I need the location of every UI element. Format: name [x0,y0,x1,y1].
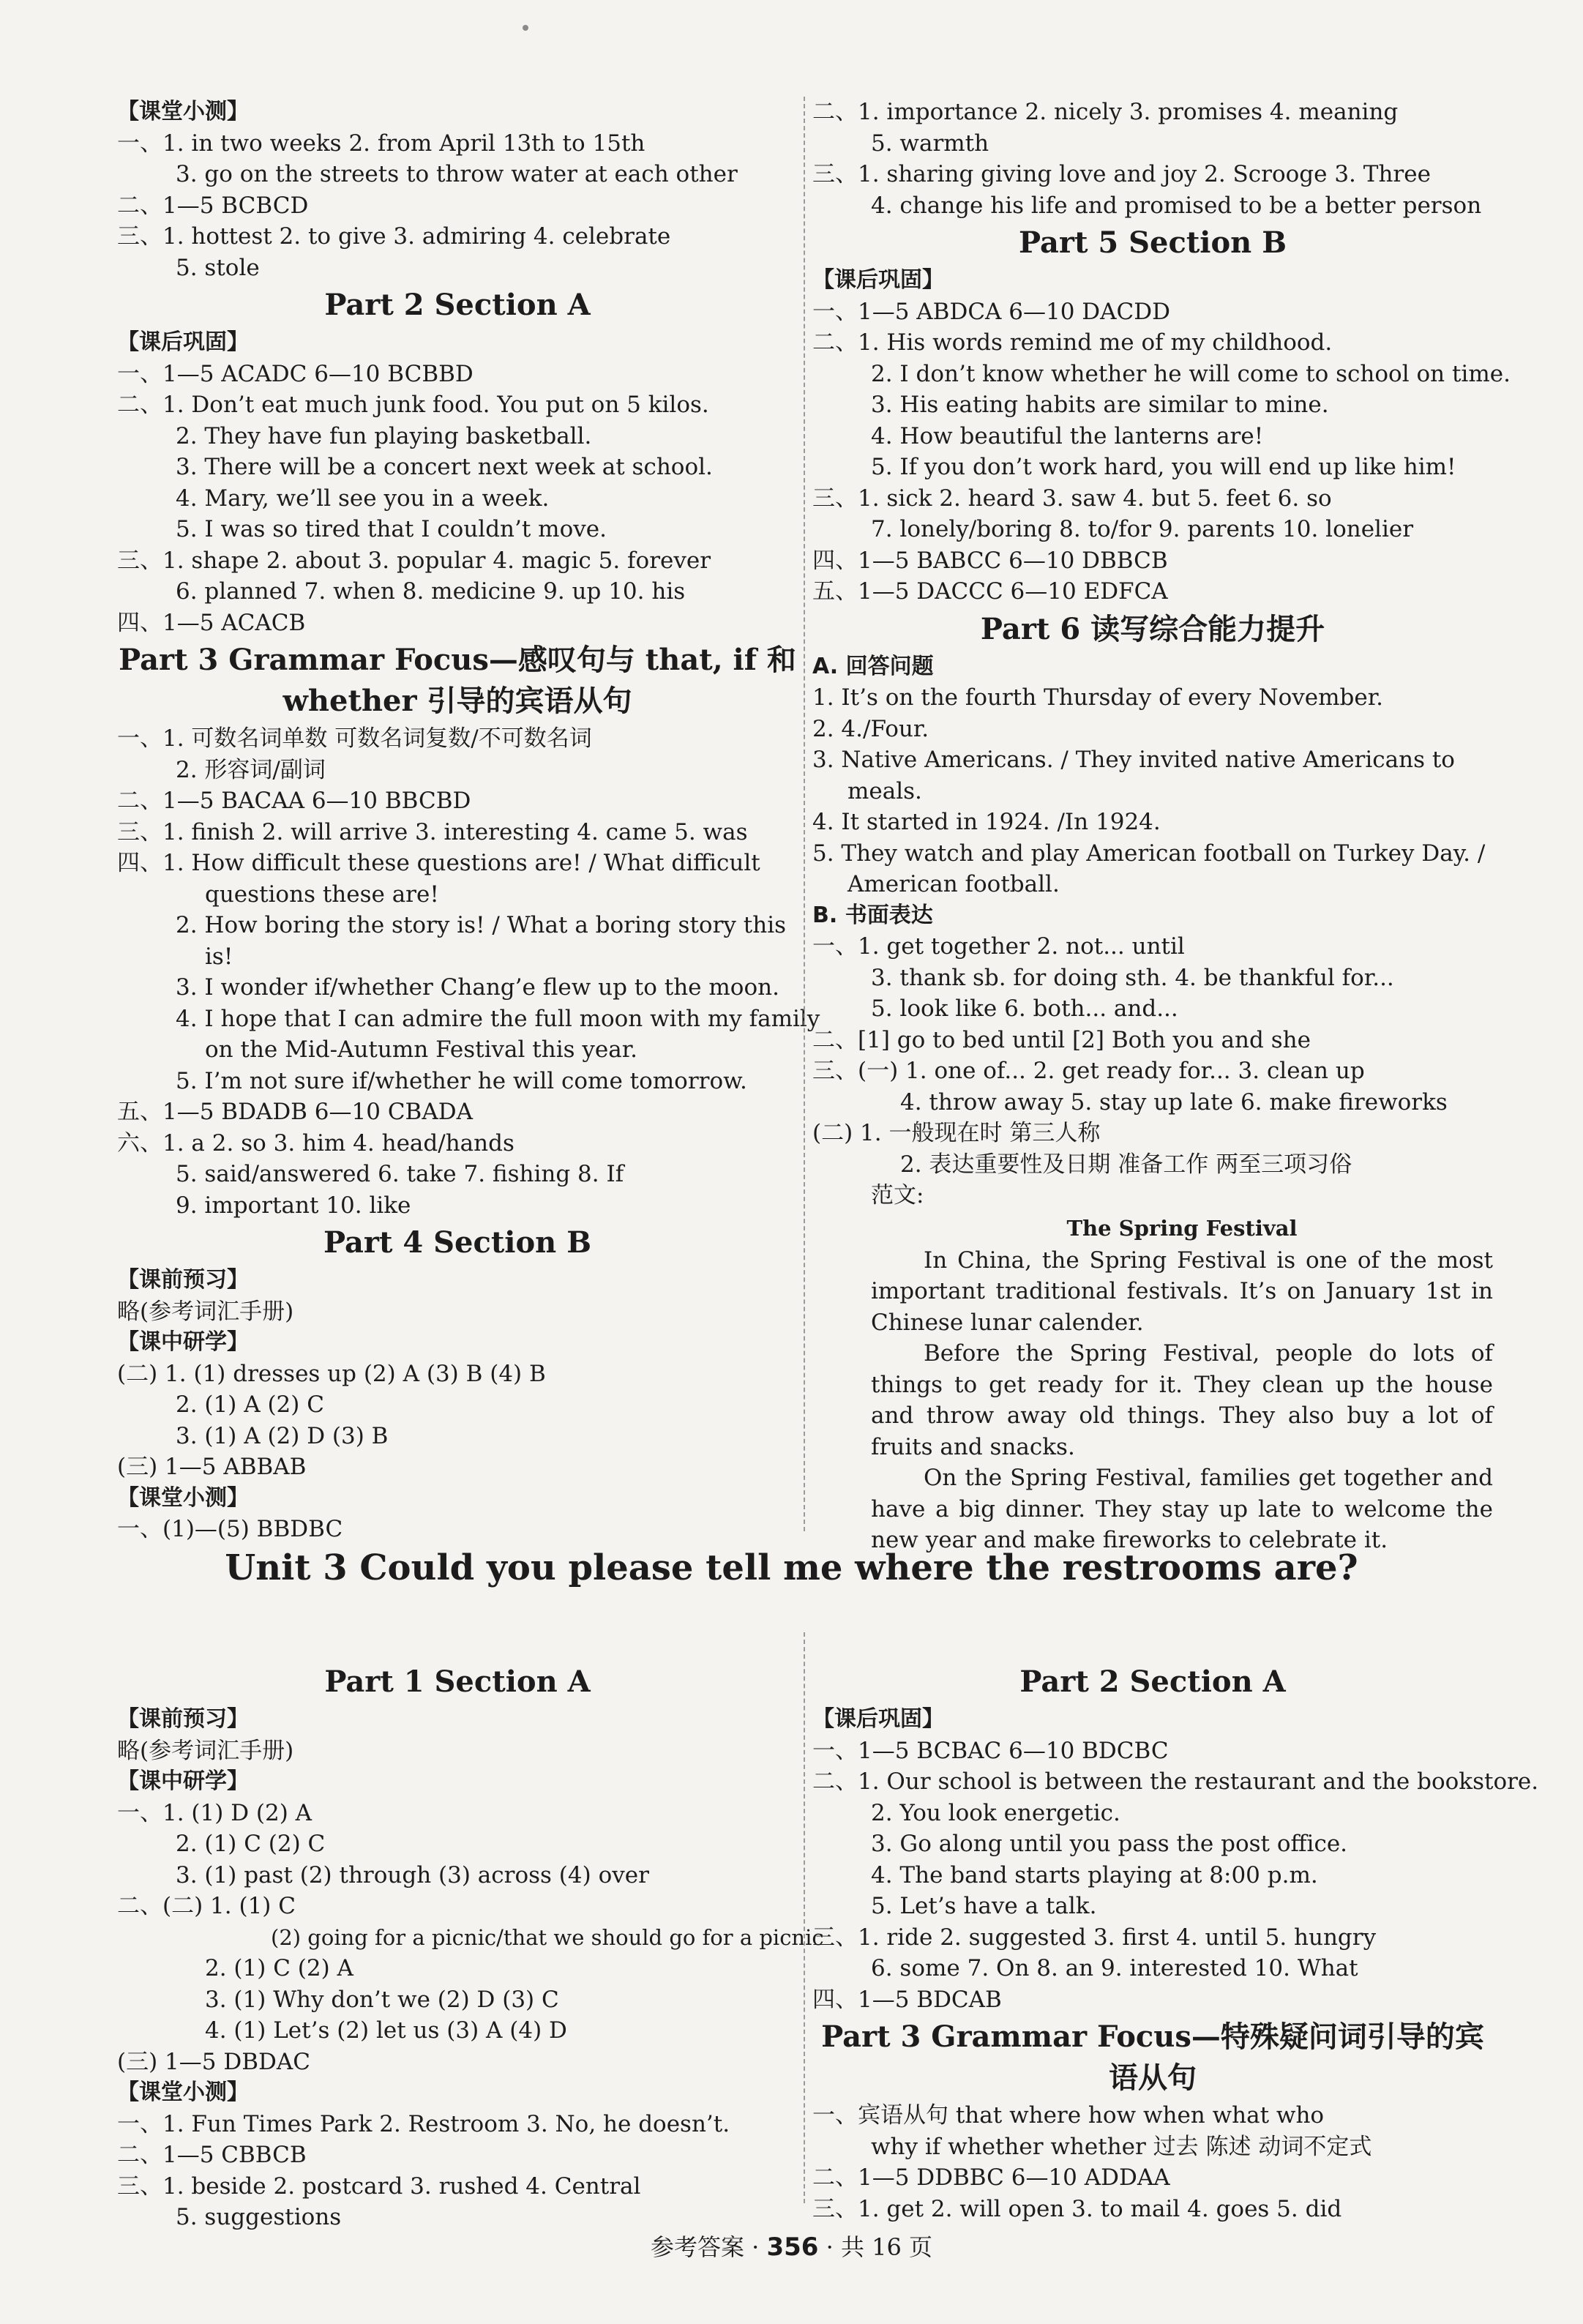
answer-line: (三) 1—5 DBDAC [117,2048,310,2075]
answer-line: 2. I don’t know whether he will come to school on time. [871,360,1511,387]
answer-line: 二、1—5 CBBCB [117,2142,307,2168]
answer-line: 2. (1) C (2) A [205,1955,353,1981]
answer-line: 一、1. get together 2. not... until [812,933,1185,960]
answer-line: 范文: [871,1182,924,1208]
section-tag: 【课堂小测】 [117,2080,249,2105]
answer-line: 三、1. hottest 2. to give 3. admiring 4. celebrate [117,223,671,250]
answer-line: 5. I’m not sure if/whether he will come tomorrow. [176,1067,747,1094]
left-column-top [117,97,820,1545]
answer-line: 一、1—5 BCBAC 6—10 BDCBC [812,1737,1169,1764]
answer-line: 4. throw away 5. stay up late 6. make fireworks [900,1088,1448,1116]
answer-line: 二、1. importance 2. nicely 3. promises 4. meaning [812,99,1399,125]
answer-line: 三、1. sick 2. heard 3. saw 4. but 5. feet 6. so [812,485,1332,512]
answer-line: 3. go on the streets to throw water at each other [176,161,738,187]
answer-line: 三、1. ride 2. suggested 3. first 4. until 5. hungry [812,1924,1377,1951]
answer-line: 3. I wonder if/whether Chang’e flew up to the moon. [176,974,779,1001]
answer-line: 3. (1) Why don’t we (2) D (3) C [205,1986,559,2013]
column-divider-top [804,97,805,1531]
subsection-heading: B. 书面表达 [812,902,933,928]
section-tag: 【课前预习】 [117,1267,249,1293]
answer-line: 3. Go along until you pass the post office. [871,1831,1348,1857]
answer-line: 4. How beautiful the lanterns are! [871,422,1264,449]
answer-line: meals. [847,777,922,804]
essay-paragraph-1: In China, the Spring Festival is one of the most important traditional festivals. It’s on January 1st in Chinese lunar calender. [871,1247,1493,1336]
footer-total: · 共 16 页 [826,2233,933,2261]
answer-line: 四、1. How difficult these questions are! / What difficult [117,850,760,876]
answer-line: 4. change his life and promised to be a better person [871,192,1482,219]
subsection-heading: A. 回答问题 [812,653,934,679]
answer-line: 2. 表达重要性及日期 准备工作 两至三项习俗 [900,1151,1352,1178]
part-heading: Part 3 Grammar Focus—特殊疑问词引导的宾语从句 [821,2020,1484,2095]
page-number: 356 [766,2233,819,2262]
essay-title: The Spring Festival [1066,1215,1298,1241]
answer-line: (二) 1. (1) dresses up (2) A (3) B (4) B [117,1360,546,1387]
answer-line: 五、1—5 BDADB 6—10 CBADA [117,1099,473,1125]
answer-line: 3. His eating habits are similar to mine. [871,392,1329,418]
section-tag: 【课中研学】 [117,1768,249,1794]
answer-line: 三、1. beside 2. postcard 3. rushed 4. Central [117,2172,641,2200]
answer-line: 二、1. Our school is between the restaurant and the bookstore. [812,1768,1539,1795]
answer-line: 9. important 10. like [176,1192,411,1219]
answer-line: 二、(二) 1. (1) C [117,1893,296,1919]
answer-line: 4. It started in 1924. /In 1924. [812,809,1161,835]
answer-line: 2. You look energetic. [871,1799,1120,1826]
answer-line: 一、宾语从句 that where how when what who [812,2102,1325,2129]
answer-line: 二、1—5 BACAA 6—10 BBCBD [117,788,471,814]
answer-line: 5. suggestions [176,2204,342,2230]
right-column-top [812,97,1511,1556]
unit-title: Unit 3 Could you please tell me where the restrooms are? [225,1547,1358,1588]
print-speck [523,25,528,31]
answer-line: 2. How boring the story is! / What a boring story this [176,912,787,938]
right-column-bottom [812,1660,1539,2224]
answer-line: 2. They have fun playing basketball. [176,422,592,449]
answer-line: 一、1. 可数名词单数 可数名词复数/不可数名词 [117,725,592,752]
answer-line: is! [205,943,233,970]
part-heading: Part 1 Section A [324,1664,591,1699]
part-heading: Part 6 读写综合能力提升 [980,611,1325,646]
answer-line: (2) going for a picnic/that we should go for a picnic [271,1924,824,1950]
answer-line: why if whether whether 过去 陈述 动词不定式 [871,2133,1372,2160]
essay-paragraph-3: On the Spring Festival, families get together and have a big dinner. They stay up late to welcome the new year and make fireworks to celebrate it. [871,1465,1493,1553]
answer-line: 二、1. Don’t eat much junk food. You put on 5 kilos. [117,392,709,418]
section-tag: 【课中研学】 [117,1329,249,1355]
section-tag: 【课前预习】 [117,1706,249,1732]
answer-line: 三、1. get 2. will open 3. to mail 4. goes 5. did [812,2195,1342,2222]
part-heading: Part 3 Grammar Focus—感叹句与 that, if 和 whether 引导的宾语从句 [119,643,796,718]
answer-line: 一、1. in two weeks 2. from April 13th to 15th [117,130,645,157]
answer-line: 3. (1) past (2) through (3) across (4) over [176,1861,649,1888]
answer-line: 二、1. His words remind me of my childhood. [812,329,1333,356]
answer-line: 3. Native Americans. / They invited native Americans to [812,747,1455,773]
answer-line: 三、1. finish 2. will arrive 3. interesting 4. came 5. was [117,818,748,845]
answer-line: 三、(一) 1. one of... 2. get ready for... 3. clean up [812,1058,1365,1084]
answer-line: 5. Let’s have a talk. [871,1893,1097,1919]
answer-line: 一、(1)—(5) BBDBC [117,1516,343,1542]
answer-line: 二、1—5 BCBCD [117,192,309,219]
answer-line: 7. lonely/boring 8. to/for 9. parents 10. lonelier [871,516,1414,542]
left-column-bottom [117,1660,824,2233]
section-tag: 【课堂小测】 [117,99,249,124]
answer-line: 5. said/answered 6. take 7. fishing 8. If [176,1161,624,1187]
answer-line: 2. (1) A (2) C [176,1391,324,1418]
answer-line: 2. 形容词/副词 [176,756,326,783]
answer-line: 5. stole [176,254,260,281]
answer-line: 2. (1) C (2) C [176,1831,326,1857]
answer-line: 6. some 7. On 8. an 9. interested 10. What [871,1955,1358,1981]
answer-line: 四、1—5 ACACB [117,609,306,636]
answer-line: 五、1—5 DACCC 6—10 EDFCA [812,578,1168,605]
answer-line: on the Mid-Autumn Festival this year. [205,1036,637,1063]
section-tag: 【课后巩固】 [812,267,944,293]
answer-line: 3. (1) A (2) D (3) B [176,1422,389,1449]
answer-line: 一、1. Fun Times Park 2. Restroom 3. No, he doesn’t. [117,2110,730,2137]
answer-line: 6. planned 7. when 8. medicine 9. up 10. his [176,578,686,605]
answer-line: 3. thank sb. for doing sth. 4. be thankful for... [871,964,1394,991]
answer-line: American football. [847,871,1060,897]
section-tag: 【课后巩固】 [117,329,249,355]
answer-line: 2. 4./Four. [812,715,929,742]
answer-line: 4. (1) Let’s (2) let us (3) A (4) D [205,2017,567,2044]
page-footer [0,2229,1583,2263]
answer-line: 六、1. a 2. so 3. him 4. head/hands [117,1129,514,1157]
answer-line: 1. It’s on the fourth Thursday of every November. [812,684,1383,711]
answer-line: 3. There will be a concert next week at school. [176,454,713,480]
answer-line: (二) 1. 一般现在时 第三人称 [812,1120,1101,1146]
column-divider-bottom [804,1632,805,2203]
answer-line: 5. look like 6. both... and... [871,995,1178,1022]
section-tag: 【课后巩固】 [812,1706,944,1732]
answer-line: 5. warmth [871,130,989,157]
section-tag: 【课堂小测】 [117,1484,249,1511]
part-heading: Part 5 Section B [1018,225,1287,260]
answer-line: 一、1. (1) D (2) A [117,1799,313,1826]
answer-line: 四、1—5 BDCAB [812,1986,1002,2013]
answer-line: 二、1—5 DDBBC 6—10 ADDAA [812,2164,1170,2191]
answer-line: 4. The band starts playing at 8:00 p.m. [871,1861,1318,1888]
answer-line: 一、1—5 ACADC 6—10 BCBBD [117,360,474,387]
answer-line: 三、1. sharing giving love and joy 2. Scrooge 3. Three [812,161,1431,187]
footer-label: 参考答案 · [650,2233,760,2261]
answer-line: 5. If you don’t work hard, you will end up like him! [871,454,1456,480]
answer-line: 二、[1] go to bed until [2] Both you and she [812,1026,1311,1053]
answer-line: 略(参考词汇手册) [117,1298,294,1325]
answer-line: 5. I was so tired that I couldn’t move. [176,516,607,542]
answer-line: 四、1—5 BABCC 6—10 DBBCB [812,547,1168,574]
essay-paragraph-2: Before the Spring Festival, people do lots of things to get ready for it. They clean up the house and throw away old things. They also buy a lot of fruits and snacks. [871,1340,1493,1460]
answer-line: 三、1. shape 2. about 3. popular 4. magic 5. forever [117,547,711,574]
part-heading: Part 4 Section B [323,1225,591,1260]
part-heading: Part 2 Section A [1019,1664,1286,1699]
answer-line: 略(参考词汇手册) [117,1737,294,1764]
answer-line: 4. Mary, we’ll see you in a week. [176,485,550,512]
answer-line: (三) 1—5 ABBAB [117,1454,307,1480]
answer-line: questions these are! [205,881,439,908]
part-heading: Part 2 Section A [324,288,591,322]
answer-line: 4. I hope that I can admire the full moon with my family [176,1005,820,1032]
answer-line: 一、1—5 ABDCA 6—10 DACDD [812,298,1170,325]
answer-line: 5. They watch and play American football on Turkey Day. / [812,840,1486,867]
